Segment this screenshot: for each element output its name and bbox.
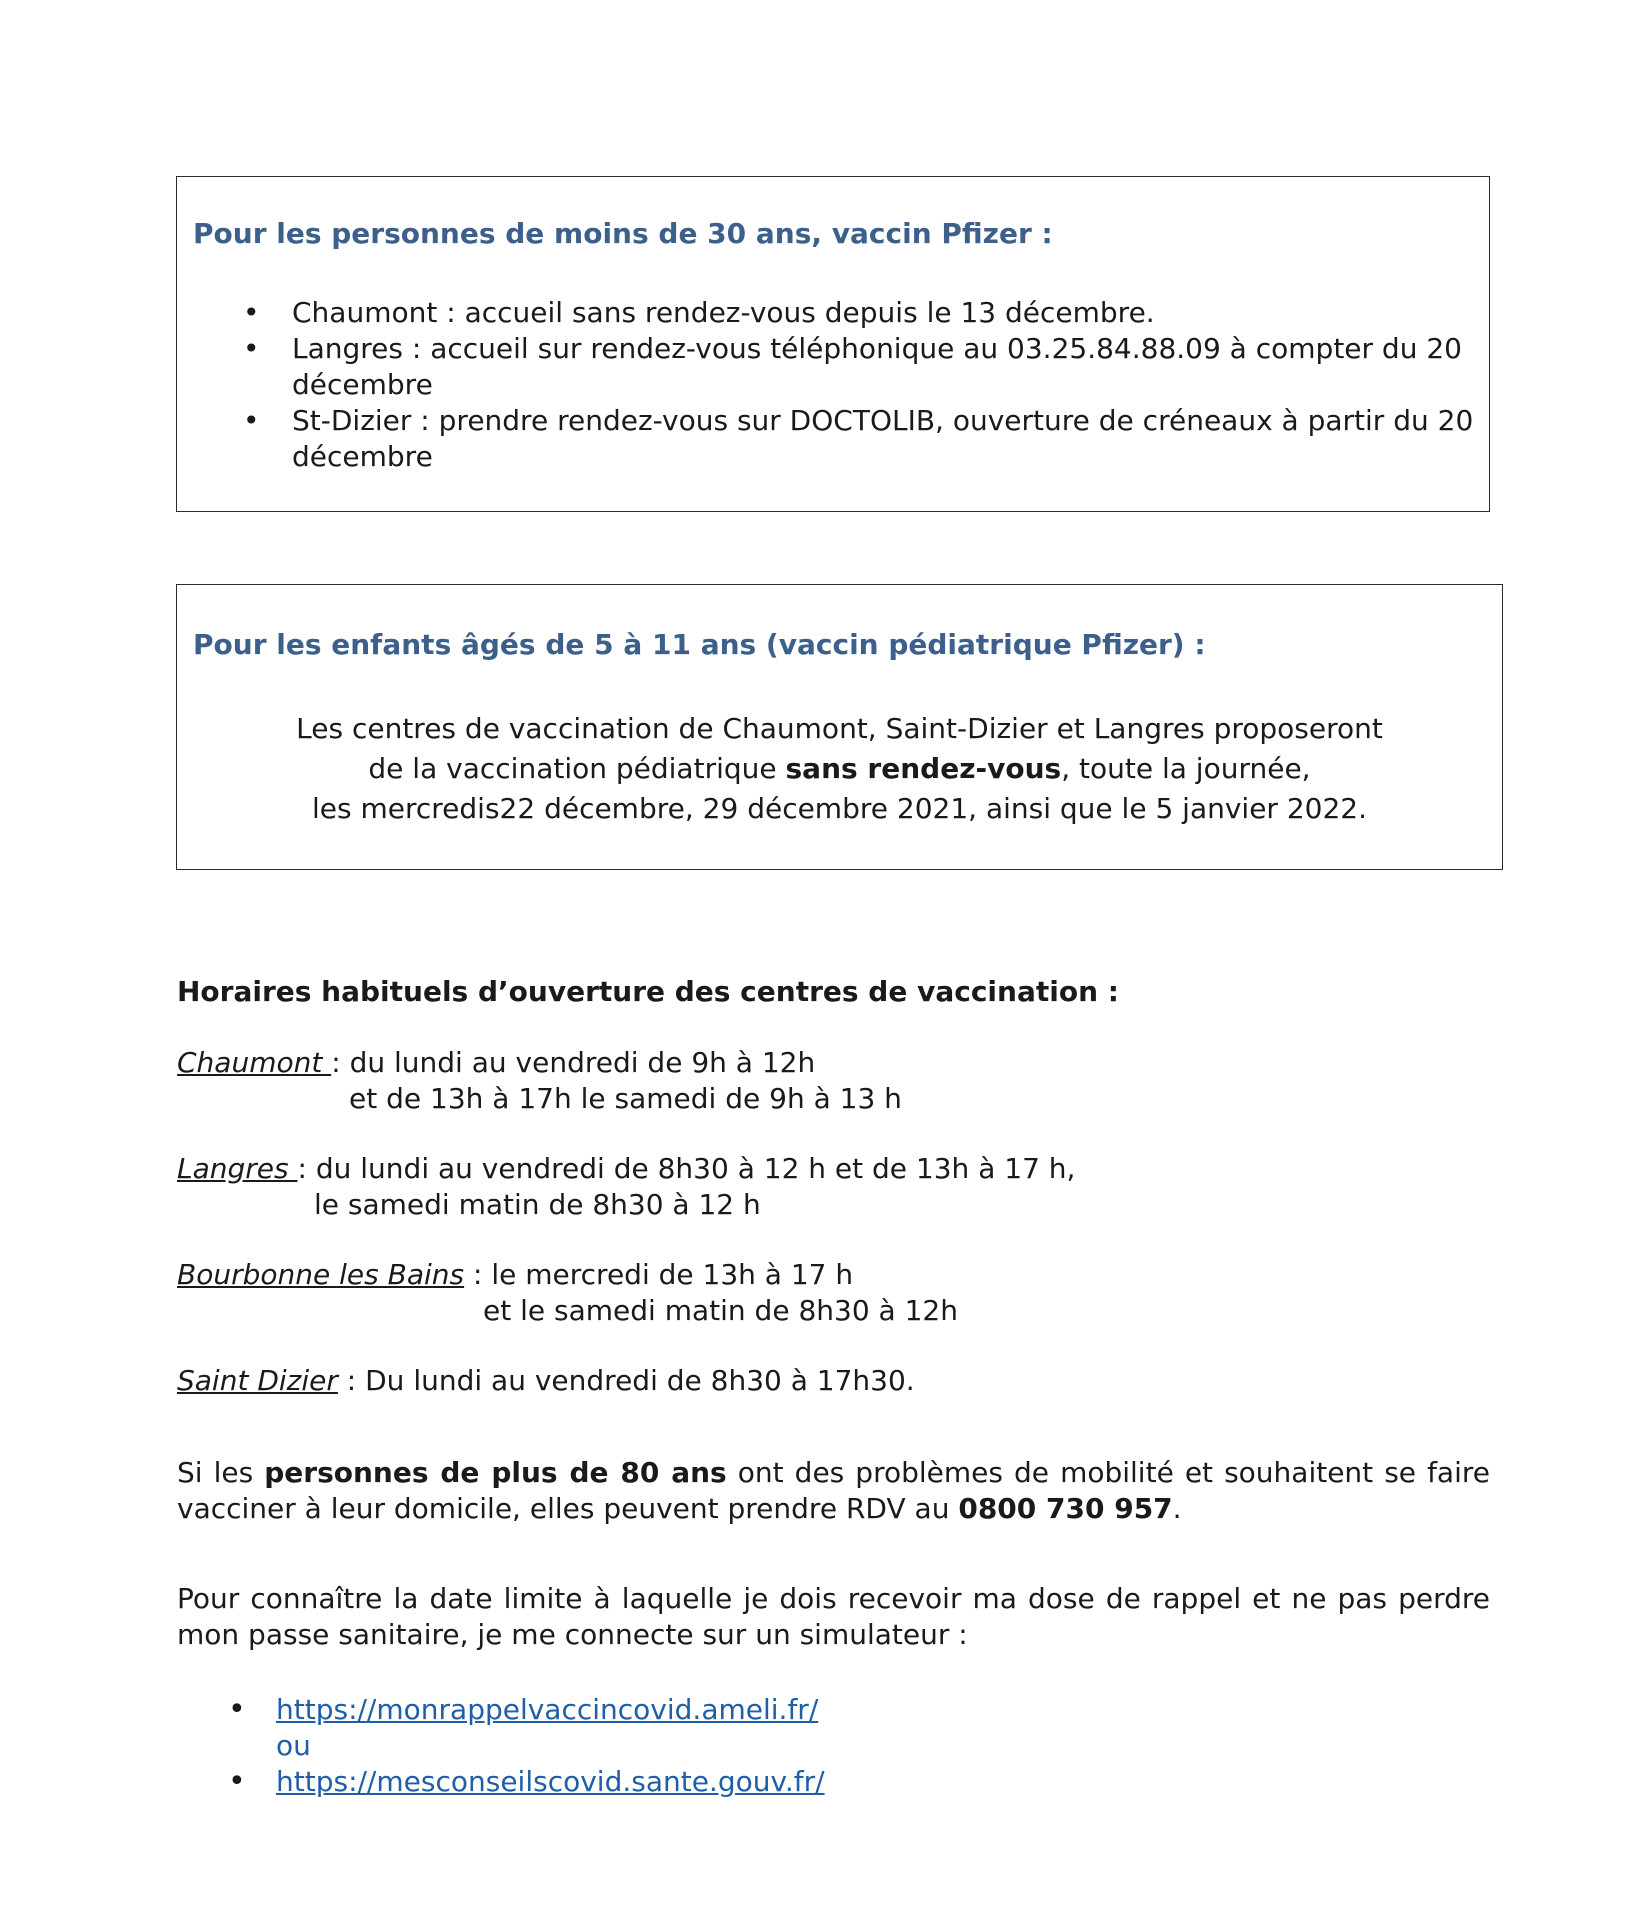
elderly-text-post: . (1172, 1492, 1182, 1525)
hours-line-2: le samedi matin de 8h30 à 12 h (314, 1188, 761, 1221)
children-line-2-pre: de la vaccination pédiatrique (368, 752, 786, 785)
center-name-langres: Langres (177, 1152, 298, 1185)
hours-chaumont (177, 1045, 902, 1117)
center-name-saint-dizier: Saint Dizier (177, 1364, 338, 1397)
separator: : (464, 1258, 492, 1291)
bullet-icon: • (243, 296, 260, 329)
bullet-icon: • (228, 1692, 246, 1727)
list-item-text: Langres : accueil sur rendez-vous téléphonique au 03.25.84.88.09 à compter du 20 décembre (292, 332, 1462, 401)
children-line-3: les mercredis22 décembre, 29 décembre 2021, ainsi que le 5 janvier 2022. (311, 792, 1367, 825)
bullet-icon: • (243, 332, 260, 365)
hours-bourbonne (177, 1257, 958, 1329)
under-30-center-list (177, 295, 1475, 475)
elderly-text-pre: Si les (177, 1456, 265, 1489)
bullet-icon: • (243, 404, 260, 437)
hours-line-2: et de 13h à 17h le samedi de 9h à 13 h (349, 1082, 902, 1115)
children-line-2-bold: sans rendez-vous (785, 752, 1062, 785)
elderly-phone: 0800 730 957 (958, 1492, 1173, 1525)
children-info-box (176, 584, 1503, 870)
separator: : (297, 1152, 316, 1185)
or-text: ou (276, 1729, 311, 1762)
separator: : (337, 1364, 366, 1397)
list-item-text: St-Dizier : prendre rendez-vous sur DOCTOLIB, ouverture de créneaux à partir du 20 décembre (292, 404, 1474, 473)
simulator-paragraph: Pour connaître la date limite à laquelle je dois recevoir ma dose de rappel et ne pas perdre mon passe sanitaire, je me connecte sur un simulateur : (177, 1582, 1490, 1651)
list-item (177, 331, 1475, 403)
hours-line-1: du lundi au vendredi de 8h30 à 12 h et de 13h à 17 h, (315, 1152, 1076, 1185)
list-item (177, 295, 1475, 331)
list-item (176, 1764, 825, 1800)
hours-line-1: Du lundi au vendredi de 8h30 à 17h30. (365, 1364, 915, 1397)
children-heading: Pour les enfants âgés de 5 à 11 ans (vaccin pédiatrique Pfizer) : (193, 628, 1206, 661)
elderly-text-mid: ont des problèmes de mobilité et souhaitent se faire vacciner à leur domicile, elles peuvent prendre RDV au (177, 1456, 1490, 1525)
hours-line-1: du lundi au vendredi de 9h à 12h (349, 1046, 816, 1079)
list-item-text: Chaumont : accueil sans rendez-vous depuis le 13 décembre. (292, 296, 1155, 329)
simulator-links (176, 1692, 825, 1800)
center-name-chaumont: Chaumont (177, 1046, 332, 1079)
sante-link[interactable]: https://mesconseilscovid.sante.gouv.fr/ (276, 1765, 825, 1798)
children-paragraph (177, 709, 1502, 829)
children-line-2-post: , toute la journée, (1061, 752, 1311, 785)
separator: : (331, 1046, 350, 1079)
ameli-link[interactable]: https://monrappelvaccincovid.ameli.fr/ (276, 1693, 819, 1726)
opening-hours-heading: Horaires habituels d’ouverture des centres de vaccination : (177, 975, 1119, 1008)
under-30-info-box (176, 176, 1490, 512)
list-item (176, 1692, 825, 1764)
elderly-bold: personnes de plus de 80 ans (264, 1456, 727, 1489)
hours-line-1: le mercredi de 13h à 17 h (491, 1258, 854, 1291)
list-item (177, 403, 1475, 475)
hours-line-2: et le samedi matin de 8h30 à 12h (483, 1294, 958, 1327)
under-30-heading: Pour les personnes de moins de 30 ans, vaccin Pfizer : (193, 217, 1053, 250)
bullet-icon: • (228, 1764, 246, 1799)
hours-saint-dizier (177, 1363, 915, 1399)
hours-langres (177, 1151, 1075, 1223)
elderly-paragraph (177, 1455, 1490, 1527)
children-line-1: Les centres de vaccination de Chaumont, Saint-Dizier et Langres proposeront (296, 712, 1383, 745)
center-name-bourbonne: Bourbonne les Bains (177, 1258, 465, 1291)
